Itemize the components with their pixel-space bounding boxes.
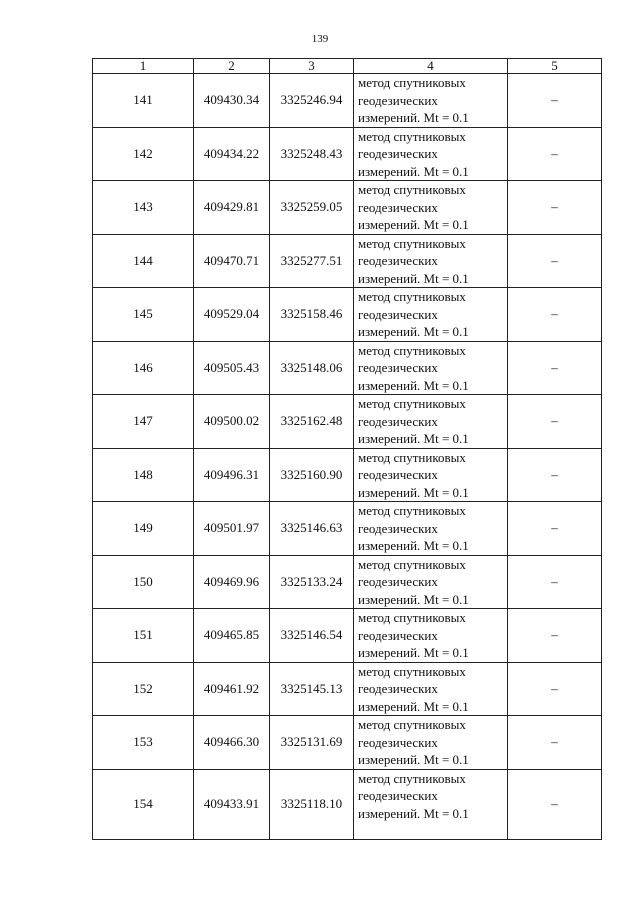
method-line: геодезических [358,734,438,750]
y-coordinate-cell: 3325133.24 [270,555,354,609]
method-cell [354,716,508,770]
x-coordinate-cell: 409465.85 [194,609,270,663]
point-number-cell: 151 [93,609,194,663]
page-number: 139 [311,33,329,45]
method-line: измерений. Mt = 0.1 [358,805,469,821]
note-cell: – [508,74,602,128]
method-line: измерений. Mt = 0.1 [358,645,469,660]
x-coordinate-cell: 409500.02 [194,395,270,449]
point-number-cell: 150 [93,555,194,609]
method-line: метод спутниковых [358,235,466,251]
x-coordinate-cell: 409529.04 [194,288,270,342]
x-coordinate-cell: 409470.71 [194,234,270,288]
table-row [93,662,602,716]
table-row [93,181,602,235]
x-coordinate-cell: 409430.34 [194,74,270,128]
x-coordinate-cell: 409434.22 [194,127,270,181]
method-cell [354,341,508,395]
table-row [93,74,602,128]
y-coordinate-cell: 3325259.05 [270,181,354,235]
method-line: метод спутниковых [358,610,466,625]
method-line: измерений. Mt = 0.1 [358,270,469,286]
x-coordinate-cell: 409461.92 [194,662,270,716]
y-coordinate-cell: 3325160.90 [270,448,354,502]
table-row [93,395,602,449]
method-line: метод спутниковых [358,182,466,197]
method-line: метод спутниковых [358,503,466,518]
table-row [93,716,602,770]
method-cell [354,181,508,235]
y-coordinate-cell: 3325158.46 [270,288,354,342]
method-line: геодезических [358,253,438,268]
method-line: измерений. Mt = 0.1 [358,484,469,500]
coordinates-table [92,58,602,840]
note-cell: – [508,341,602,395]
method-line: геодезических [358,520,438,536]
method-line: метод спутниковых [358,717,466,732]
method-line: измерений. Mt = 0.1 [358,217,469,232]
method-line: метод спутниковых [358,128,466,144]
point-number-cell: 147 [93,395,194,449]
note-cell: – [508,181,602,235]
note-cell: – [508,769,602,839]
note-cell: – [508,716,602,770]
y-coordinate-cell: 3325162.48 [270,395,354,449]
method-line: метод спутниковых [358,449,466,465]
method-cell [354,288,508,342]
method-line: геодезических [358,788,438,803]
note-cell: – [508,234,602,288]
method-line: измерений. Mt = 0.1 [358,698,469,714]
x-coordinate-cell: 409429.81 [194,181,270,235]
y-coordinate-cell: 3325146.54 [270,609,354,663]
method-line: метод спутниковых [358,770,466,786]
method-line: метод спутниковых [358,663,466,679]
header-col-2: 2 [194,59,270,74]
method-cell [354,395,508,449]
method-cell [354,448,508,502]
method-line: геодезических [358,199,438,215]
y-coordinate-cell: 3325248.43 [270,127,354,181]
x-coordinate-cell: 409505.43 [194,341,270,395]
method-line: измерений. Mt = 0.1 [358,752,469,767]
method-line: метод спутниковых [358,75,466,90]
header-col-3: 3 [270,59,354,74]
point-number-cell: 152 [93,662,194,716]
y-coordinate-cell: 3325277.51 [270,234,354,288]
method-line: геодезических [358,306,438,322]
point-number-cell: 148 [93,448,194,502]
method-line: измерений. Mt = 0.1 [358,431,469,446]
method-cell [354,74,508,128]
x-coordinate-cell: 409466.30 [194,716,270,770]
method-line: измерений. Mt = 0.1 [358,163,469,179]
point-number-cell: 149 [93,502,194,556]
point-number-cell: 142 [93,127,194,181]
method-line: геодезических [358,146,438,161]
y-coordinate-cell: 3325148.06 [270,341,354,395]
point-number-cell: 145 [93,288,194,342]
point-number-cell: 146 [93,341,194,395]
note-cell: – [508,127,602,181]
table-body [93,74,602,840]
method-line: измерений. Mt = 0.1 [358,110,469,125]
method-cell [354,555,508,609]
method-cell [354,662,508,716]
table-row [93,609,602,663]
method-cell [354,234,508,288]
method-line: геодезических [358,574,438,589]
y-coordinate-cell: 3325118.10 [270,769,354,839]
method-line: измерений. Mt = 0.1 [358,538,469,553]
table-row [93,448,602,502]
method-line: измерений. Mt = 0.1 [358,591,469,607]
x-coordinate-cell: 409433.91 [194,769,270,839]
y-coordinate-cell: 3325145.13 [270,662,354,716]
table-row [93,127,602,181]
table-header-row [93,59,602,74]
note-cell: – [508,502,602,556]
x-coordinate-cell: 409501.97 [194,502,270,556]
point-number-cell: 144 [93,234,194,288]
note-cell: – [508,448,602,502]
method-line: измерений. Mt = 0.1 [358,377,469,393]
header-col-4: 4 [354,59,508,74]
method-cell [354,127,508,181]
table-row [93,555,602,609]
method-line: метод спутниковых [358,342,466,358]
header-col-1: 1 [93,59,194,74]
note-cell: – [508,662,602,716]
x-coordinate-cell: 409469.96 [194,555,270,609]
x-coordinate-cell: 409496.31 [194,448,270,502]
point-number-cell: 154 [93,769,194,839]
y-coordinate-cell: 3325246.94 [270,74,354,128]
table-row [93,234,602,288]
method-line: геодезических [358,360,438,375]
note-cell: – [508,395,602,449]
note-cell: – [508,555,602,609]
method-line: геодезических [358,413,438,429]
table-row [93,502,602,556]
method-line: геодезических [358,92,438,108]
method-line: метод спутниковых [358,396,466,411]
method-cell [354,609,508,663]
table-row [93,769,602,839]
y-coordinate-cell: 3325146.63 [270,502,354,556]
y-coordinate-cell: 3325131.69 [270,716,354,770]
note-cell: – [508,288,602,342]
point-number-cell: 143 [93,181,194,235]
method-line: геодезических [358,627,438,643]
method-line: метод спутниковых [358,289,466,304]
method-cell [354,502,508,556]
note-cell: – [508,609,602,663]
table-row [93,341,602,395]
method-line: измерений. Mt = 0.1 [358,324,469,339]
header-col-5: 5 [508,59,602,74]
table-row [93,288,602,342]
point-number-cell: 141 [93,74,194,128]
method-line: метод спутниковых [358,556,466,572]
method-line: геодезических [358,467,438,482]
point-number-cell: 153 [93,716,194,770]
method-cell [354,769,508,839]
method-line: геодезических [358,681,438,696]
